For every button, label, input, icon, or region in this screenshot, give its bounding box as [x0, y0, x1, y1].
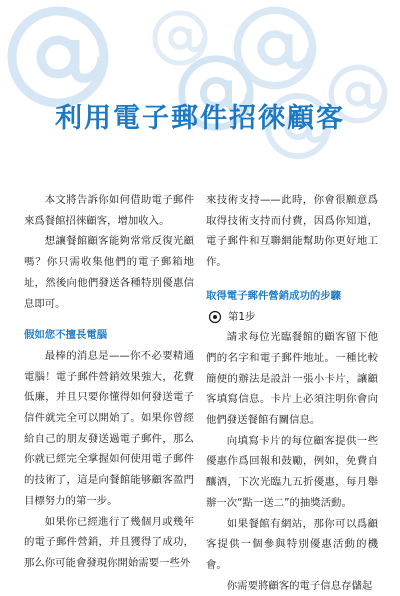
- body-paragraph: 請求每位光臨餐館的顧客留下他們的名字和電子郵件地址。一種比較簡便的辦法是設計一張小卡片，讓顧客填寫信息。卡片上必須注明你會向他們發送餐館有關信息。: [206, 331, 378, 427]
- page-title: 利用電子郵件招徠顧客: [55, 103, 345, 134]
- section-heading: 取得電子郵件營銷成功的步驟: [206, 289, 342, 302]
- at-sign-watermark-icon: [150, 8, 210, 68]
- body-paragraph: 你需要將顧客的電子信息存儲起: [226, 579, 373, 592]
- at-sign-watermark-icon: [3, 2, 113, 112]
- body-paragraph: 如果你已經進行了幾個月或幾年的電子郵件營銷，并且獲得了成功，那么你可能會發現你開始需要一些外: [24, 515, 194, 569]
- header-area: [0, 0, 400, 175]
- circled-dot-icon: [208, 310, 222, 324]
- right-column: [206, 190, 378, 596]
- step-label: [206, 307, 378, 328]
- intro-paragraph: 本文將告訴你如何借助電子郵件來爲餐館招徠顧客，增加收入。: [24, 194, 194, 227]
- body-paragraph: 如果餐館有網站，那你可以爲顧客提供一個參與特別優惠活動的機會。: [206, 517, 378, 571]
- intro-paragraph: 想讓餐館顧客能夠常常反復光顧嗎？你只需收集他們的電子郵箱地址，然後向他們發送各種特別優惠信息即可。: [24, 235, 194, 310]
- left-column: [24, 190, 194, 574]
- section-heading: 假如您不擅長電腦: [24, 329, 108, 342]
- continued-paragraph: 來技術支持——此時，你會很願意爲取得技術支持而付費，因爲你知道，電子郵件和互聯網能幫助你更好地工作。: [206, 194, 378, 269]
- step-label-text: 第1步: [228, 310, 256, 323]
- body-paragraph: 向填寫卡片的每位顧客提供一些優惠作爲回報和鼓勵，例如，免費自釀酒，下次光臨九五折優惠，每月舉辦一次“點一送二”的抽獎活動。: [206, 434, 378, 509]
- body-paragraph: 最棒的消息是——你不必要精通電腦！電子郵件營銷效果強大，花費低廉，并且只要你懂得如何發送電子信件就完全可以開始了。如果你曾經給自己的朋友發送過電子郵件，那么你就已經完全掌握如何使用電子郵件的技術了，這是向餐館能够顧客盈門目標努力的第一步。: [24, 349, 194, 507]
